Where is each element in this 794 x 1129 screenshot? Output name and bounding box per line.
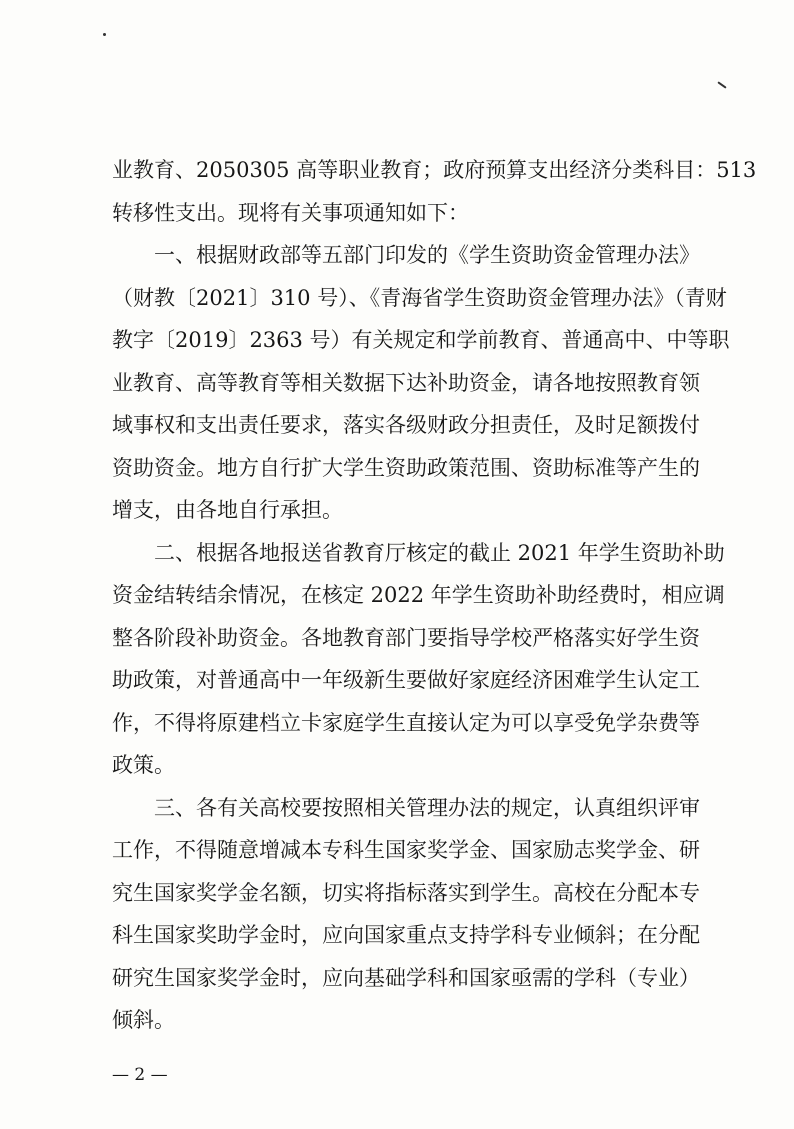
body-line: 二、根据各地报送省教育厅核定的截止 2021 年学生资助补助 <box>154 540 725 565</box>
body-line: 资助资金。地方自行扩大学生资助政策范围、资助标准等产生的 <box>112 455 700 480</box>
body-line: 研究生国家奖学金时，应向基础学科和国家亟需的学科（专业） <box>112 965 700 990</box>
body-line: 工作，不得随意增减本专科生国家奖学金、国家励志奖学金、研 <box>112 838 700 862</box>
scan-speck <box>717 81 726 88</box>
body-line: 增支，由各地自行承担。 <box>112 498 343 522</box>
body-line: （财教〔2021〕310 号）、《青海省学生资助资金管理办法》（青财 <box>112 285 727 310</box>
body-line: 作，不得将原建档立卡家庭学生直接认定为可以享受免学杂费等 <box>112 710 700 735</box>
body-line: 究生国家奖学金名额，切实将指标落实到学生。高校在分配本专 <box>112 880 700 905</box>
body-line: 教字〔2019〕2363 号）有关规定和学前教育、普通高中、中等职 <box>112 328 730 352</box>
body-line: 转移性支出。现将有关事项通知如下： <box>112 200 469 225</box>
body-line: 域事权和支出责任要求，落实各级财政分担责任，及时足额拨付 <box>112 413 700 437</box>
body-line: 三、各有关高校要按照相关管理办法的规定，认真组织评审 <box>154 795 700 820</box>
body-line: 资金结转结余情况，在核定 2022 年学生资助补助经费时，相应调 <box>112 583 725 607</box>
body-line: 整各阶段补助资金。各地教育部门要指导学校严格落实好学生资 <box>112 625 700 650</box>
body-line: 业教育、高等教育等相关数据下达补助资金，请各地按照教育领 <box>112 370 700 395</box>
page-number: — 2 — <box>112 1064 168 1085</box>
body-line: 科生国家奖助学金时，应向国家重点支持学科专业倾斜；在分配 <box>112 923 700 947</box>
body-line: 助政策，对普通高中一年级新生要做好家庭经济困难学生认定工 <box>112 668 700 692</box>
body-line: 倾斜。 <box>112 1008 175 1032</box>
body-line: 一、根据财政部等五部门印发的《学生资助资金管理办法》 <box>154 243 700 267</box>
body-line: 业教育、2050305 高等职业教育；政府预算支出经济分类科目：513 <box>112 158 757 182</box>
scan-speck <box>103 33 106 36</box>
body-line: 政策。 <box>112 753 175 777</box>
